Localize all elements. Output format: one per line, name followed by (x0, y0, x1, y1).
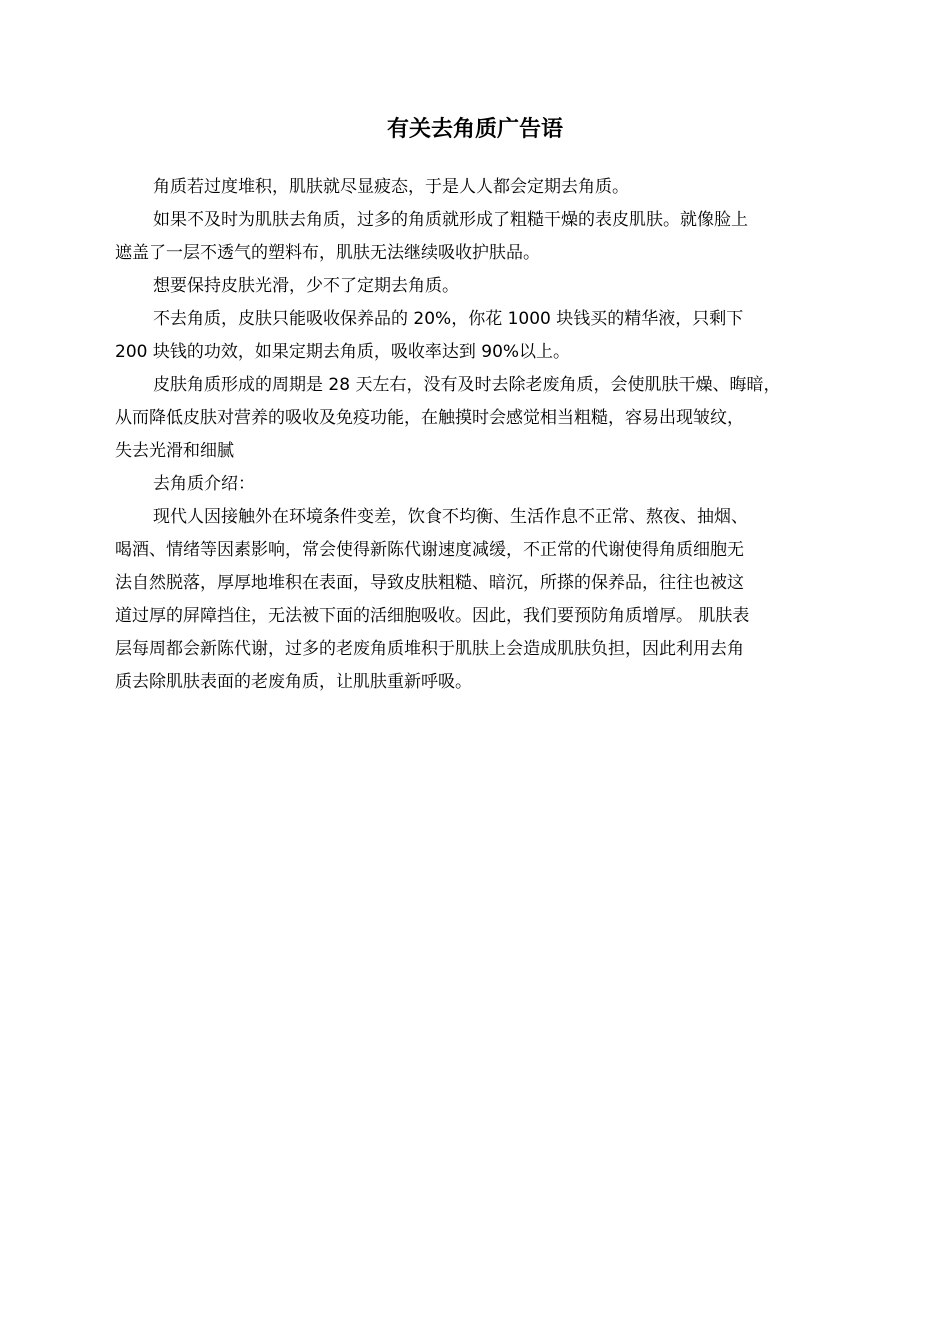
text-line: 角质若过度堆积，肌肤就尽显疲态，于是人人都会定期去角质。 (153, 177, 629, 197)
document-title: 有关去角质广告语 (386, 117, 563, 142)
paragraph (115, 171, 850, 204)
text-line: 去角质介绍： (153, 474, 255, 494)
paragraph (115, 204, 850, 270)
text-line: 遮盖了一层不透气的塑料布，肌肤无法继续吸收护肤品。 (115, 243, 540, 263)
paragraph (115, 468, 850, 501)
text-line: 想要保持皮肤光滑，少不了定期去角质。 (153, 276, 459, 296)
text-line: 法自然脱落，厚厚地堆积在表面，导致皮肤粗糙、暗沉，所搽的保养品，往往也被这 (115, 573, 744, 593)
text-line: 喝酒、情绪等因素影响，常会使得新陈代谢速度减缓，不正常的代谢使得角质细胞无 (115, 540, 744, 560)
text-line: 200 块钱的功效，如果定期去角质，吸收率达到 90%以上。 (115, 342, 571, 362)
paragraph (115, 369, 850, 468)
text-line: 层每周都会新陈代谢，过多的老废角质堆积于肌肤上会造成肌肤负担，因此利用去角 (115, 639, 744, 659)
text-line: 从而降低皮肤对营养的吸收及免疫功能，在触摸时会感觉相当粗糙，容易出现皱纹， (115, 408, 744, 428)
paragraph (115, 303, 850, 369)
text-line: 质去除肌肤表面的老废角质，让肌肤重新呼吸。 (115, 672, 472, 692)
text-line: 失去光滑和细腻 (115, 441, 234, 461)
paragraph (115, 270, 850, 303)
text-line: 如果不及时为肌肤去角质，过多的角质就形成了粗糙干燥的表皮肌肤。就像脸上 (153, 210, 748, 230)
text-line: 皮肤角质形成的周期是 28 天左右，没有及时去除老废角质，会使肌肤干燥、晦暗， (153, 375, 781, 395)
paragraph (115, 501, 850, 699)
text-line: 不去角质，皮肤只能吸收保养品的 20%，你花 1000 块钱买的精华液，只剩下 (153, 309, 744, 329)
document-body (115, 171, 850, 699)
text-line: 现代人因接触外在环境条件变差，饮食不均衡、生活作息不正常、熬夜、抽烟、 (153, 507, 748, 527)
text-line: 道过厚的屏障挡住，无法被下面的活细胞吸收。因此，我们要预防角质增厚。 肌肤表 (115, 606, 750, 626)
